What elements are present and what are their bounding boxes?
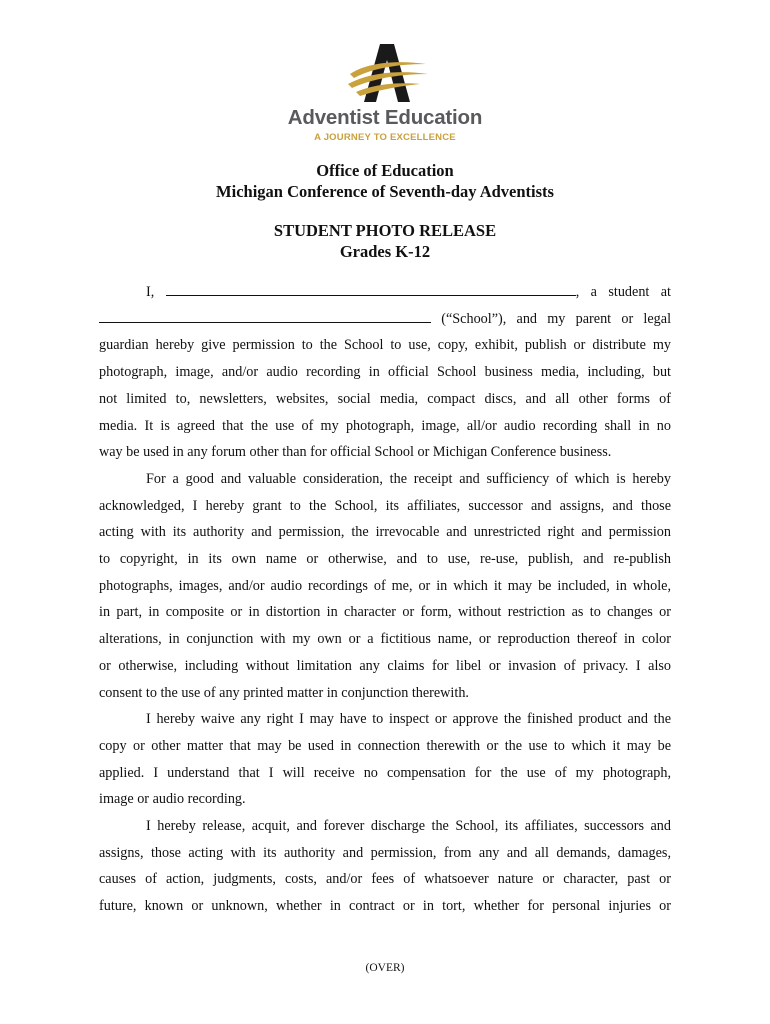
document-title: STUDENT PHOTO RELEASE — [273, 221, 497, 240]
text-line: guardian hereby give permission to the School to use, copy, exhibit, publish or distribute my — [99, 337, 671, 354]
text-line: acknowledged, I hereby grant to the School, its affiliates, successor and assigns, and those — [99, 497, 671, 514]
student-name-blank[interactable] — [166, 280, 576, 296]
text-line: photograph, image, and/or audio recording in official School business media, including, but — [99, 364, 671, 381]
text-line: causes of action, judgments, costs, and/or fees of whatsoever nature or character, past or — [99, 871, 671, 888]
text-line — [99, 306, 671, 333]
text-line: image or audio recording. — [99, 791, 246, 808]
text-line: not limited to, newsletters, websites, social media, compact discs, and all other forms of — [99, 390, 671, 407]
text-line: photographs, images, and/or audio recordings of me, or in which it may be included, in whole, — [99, 577, 671, 594]
paragraph-waiver — [99, 706, 671, 813]
text-fragment: , a student at — [575, 284, 671, 300]
text-line: in part, in composite or in distortion in character or form, without restriction as to changes or — [99, 604, 671, 621]
text-line: or otherwise, including without limitation any claims for libel or invasion of privacy. I also — [99, 657, 671, 674]
text-line: future, known or unknown, whether in contract or in tort, whether for personal injuries or — [99, 898, 671, 915]
logo-a-mark-icon — [348, 44, 428, 102]
logo-tagline: A JOURNEY TO EXCELLENCE — [314, 132, 456, 143]
text-line: alterations, in conjunction with my own or a fictitious name, or reproduction thereof in color — [99, 631, 671, 648]
paragraph-permission — [99, 279, 671, 466]
logo-wordmark: Adventist Education — [287, 106, 483, 129]
text-line: For a good and valuable consideration, the receipt and sufficiency of which is hereby — [146, 470, 671, 487]
text-line: I hereby waive any right I may have to inspect or approve the finished product and the — [146, 711, 671, 728]
paragraph-release — [99, 813, 671, 920]
text-line: copy or other matter that may be used in connection therewith or the use to which it may be — [99, 737, 671, 754]
text-line: to copyright, in its own name or otherwise, and to use, re-use, publish, and re-publish — [99, 551, 671, 568]
text-line: consent to the use of any printed matter in conjunction therewith. — [99, 684, 469, 701]
office-heading: Office of Education — [316, 161, 454, 180]
school-name-blank[interactable] — [99, 307, 431, 323]
conference-heading: Michigan Conference of Seventh-day Adventists — [216, 182, 554, 201]
text-line: assigns, those acting with its authority and permission, from any and all demands, damages, — [99, 844, 671, 861]
release-body — [99, 279, 671, 920]
text-line: I hereby release, acquit, and forever discharge the School, its affiliates, successors and — [146, 818, 671, 835]
grades-subtitle: Grades K-12 — [339, 242, 431, 261]
text-line — [99, 279, 671, 306]
text-line: way be used in any forum other than for official School or Michigan Conference business. — [99, 444, 612, 461]
text-fragment: (“School”), and my parent or legal — [441, 310, 672, 327]
adventist-education-logo — [258, 44, 512, 148]
text-line: acting with its authority and permission, the irrevocable and unrestricted right and permission — [99, 524, 671, 541]
over-indicator: (OVER) — [365, 962, 405, 974]
text-line: media. It is agreed that the use of my photograph, image, all/or audio recording shall in no — [99, 417, 671, 434]
paragraph-consideration — [99, 466, 671, 706]
text-fragment: I, — [146, 284, 155, 300]
text-line: applied. I understand that I will receive no compensation for the use of my photograph, — [99, 764, 671, 781]
